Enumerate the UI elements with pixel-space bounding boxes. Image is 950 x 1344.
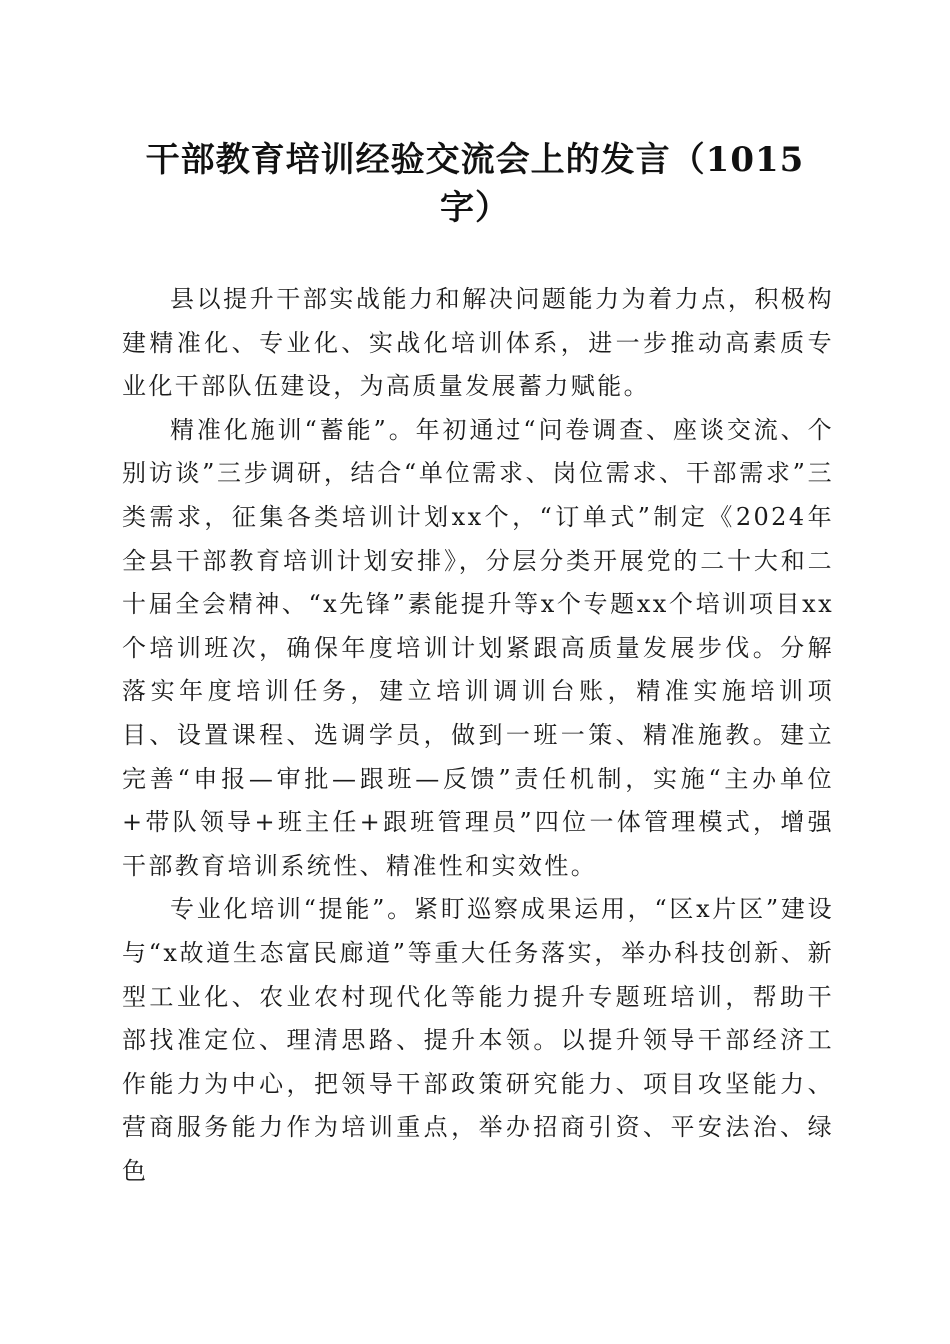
document-title: 干部教育培训经验交流会上的发言（1015字） — [145, 140, 805, 228]
paragraph-intro: 县以提升干部实战能力和解决问题能力为着力点，积极构建精准化、专业化、实战化培训体系，进一步推动高素质专业化干部队伍建设，为高质量发展蓄力赋能。 — [122, 285, 834, 401]
paragraph-professional-training: 专业化培训“提能”。紧盯巡察成果运用，“区x片区”建设与“x故道生态富民廊道”等重大任务落实，举办科技创新、新型工业化、农业农村现代化等能力提升专题班培训，帮助干部找准定位、理清思路、提升本领。以提升领导干部经济工作能力为中心，把领导干部政策研究能力、项目攻坚能力、营商服务能力作为培训重点，举办招商引资、平安法治、绿色 — [122, 895, 834, 1185]
paragraph-precision-training: 精准化施训“蓄能”。年初通过“问卷调查、座谈交流、个别访谈”三步调研，结合“单位需求、岗位需求、干部需求”三类需求，征集各类培训计划xx个，“订单式”制定《2024年全县干部教育培训计划安排》，分层分类开展党的二十大和二十届全会精神、“x先锋”素能提升等x个专题xx个培训项目xx个培训班次，确保年度培训计划紧跟高质量发展步伐。分解落实年度培训任务，建立培训调训台账，精准实施培训项目、设置课程、选调学员，做到一班一策、精准施教。建立完善“申报—审批—跟班—反馈”责任机制，实施“主办单位+带队领导+班主任+跟班管理员”四位一体管理模式，增强干部教育培训系统性、精准性和实效性。 — [122, 415, 834, 880]
document-body — [122, 278, 834, 1193]
